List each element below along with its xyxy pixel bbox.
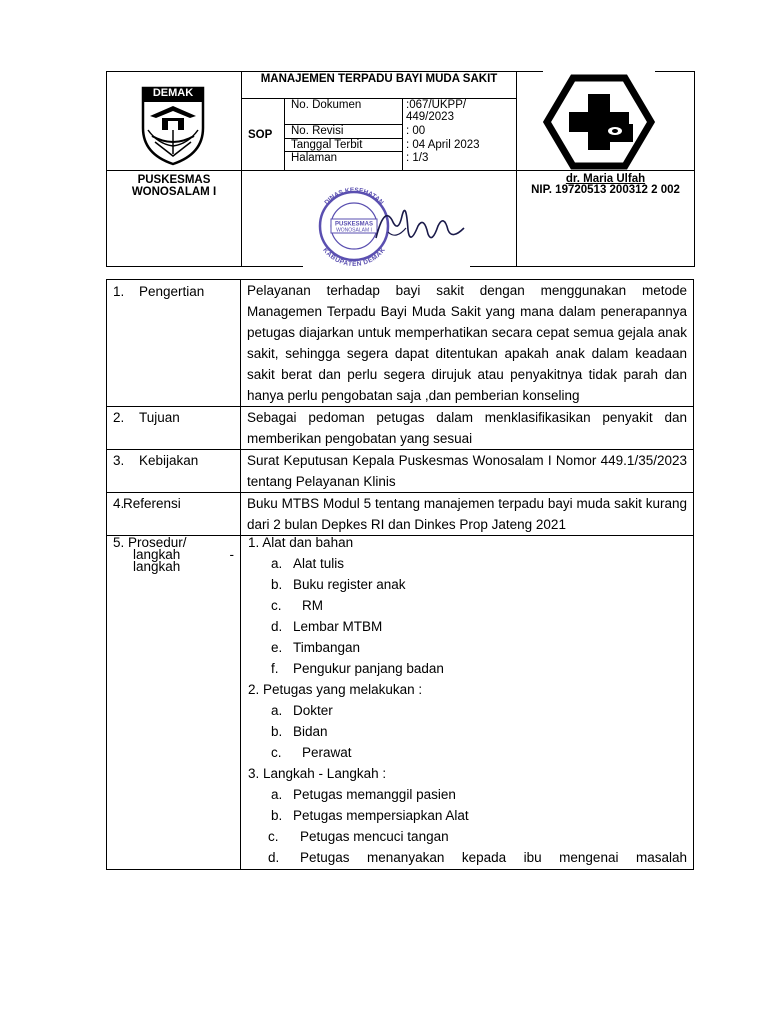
procedure-heading: 2. Petugas yang melakukan : bbox=[248, 682, 423, 697]
section-text: Surat Keputusan Kepala Puskesmas Wonosalam I Nomor 449.1/35/2023 tentang Pelayanan Klinis bbox=[247, 453, 687, 489]
section-number: 2. bbox=[113, 410, 125, 425]
table-row bbox=[107, 493, 694, 536]
table-row bbox=[107, 450, 694, 493]
list-item: b. Bidan bbox=[271, 724, 328, 739]
official-stamp bbox=[306, 186, 476, 266]
table-row bbox=[107, 407, 694, 450]
list-item: e. Timbangan bbox=[271, 640, 361, 655]
field-value-page: : 1/3 bbox=[406, 152, 429, 164]
section-text-cell bbox=[241, 280, 694, 407]
procedure-label-line2: langkah bbox=[133, 547, 181, 562]
field-label-revision: No. Revisi bbox=[291, 125, 344, 137]
section-text-cell bbox=[241, 407, 694, 450]
section-number: 4. bbox=[113, 496, 125, 511]
section-text: Pelayanan terhadap bayi sakit dengan menggunakan metode Managemen Terpadu Bayi Muda Sakit yang mana dalam penerapannya petugas diajarkan untuk memperhatikan secara cepat semua gejala anak sakit, sehingga segera dapat ditentukan apakah anak dalam keadaan sakit berat dan perlu segera dirujuk atau penyakitnya tidak parah dan hanya perlu pengobatan saja ,dan pemberian konseling bbox=[247, 283, 687, 403]
procedure-label-line1: 5. Prosedur/ bbox=[113, 535, 187, 550]
org-name-line1: PUSKESMAS bbox=[137, 174, 211, 186]
table-row bbox=[107, 280, 694, 407]
section-text-cell bbox=[241, 450, 694, 493]
demak-logo bbox=[138, 86, 208, 166]
logo-text: DEMAK bbox=[152, 87, 194, 99]
section-label: Referensi bbox=[123, 496, 181, 511]
list-item: a. Petugas memanggil pasien bbox=[271, 787, 456, 802]
section-text: Sebagai pedoman petugas dalam menklasifikasikan penyakit dan memberikan pengobatan yang sesuai bbox=[247, 410, 687, 446]
list-item: f. Pengukur panjang badan bbox=[271, 661, 444, 676]
svg-text:KABUPATEN DEMAK: KABUPATEN DEMAK bbox=[321, 246, 387, 266]
section-label: Kebijakan bbox=[139, 453, 199, 468]
procedure-label-line3: langkah bbox=[133, 559, 181, 574]
section-text-cell bbox=[241, 493, 694, 536]
list-item: c. Petugas mencuci tangan bbox=[268, 829, 449, 844]
svg-text:WONOSALAM I: WONOSALAM I bbox=[336, 227, 372, 234]
list-item: a. Dokter bbox=[271, 703, 333, 718]
sop-label: SOP bbox=[248, 129, 273, 141]
list-item: d. Lembar MTBM bbox=[271, 619, 383, 634]
section-number: 1. bbox=[113, 284, 125, 299]
svg-text:PUSKESMAS: PUSKESMAS bbox=[334, 221, 374, 228]
section-label-cell bbox=[107, 450, 241, 493]
procedure-label-cell bbox=[107, 536, 241, 870]
procedure-heading: 3. Langkah - Langkah : bbox=[248, 766, 387, 781]
svg-text:DINAS KESEHATAN: DINAS KESEHATAN bbox=[323, 186, 385, 207]
field-label-page: Halaman bbox=[291, 152, 338, 164]
list-item: b. Buku register anak bbox=[271, 577, 406, 592]
section-label-cell bbox=[107, 493, 241, 536]
field-label-issue-date: Tanggal Terbit bbox=[291, 139, 363, 151]
section-label-cell bbox=[107, 407, 241, 450]
document-title: MANAJEMEN TERPADU BAYI MUDA SAKIT bbox=[260, 73, 498, 85]
list-item: a. Alat tulis bbox=[271, 556, 345, 571]
section-label: Pengertian bbox=[139, 284, 205, 299]
procedure-label-dash: - bbox=[229, 547, 234, 562]
list-item: d. Petugas menanyakan kepada ibu mengenai masalah bbox=[268, 850, 687, 865]
field-value-document-no: :067/UKPP/ 449/2023 bbox=[406, 99, 467, 123]
section-label: Tujuan bbox=[139, 410, 180, 425]
section-number: 3. bbox=[113, 453, 125, 468]
field-value-issue-date: : 04 April 2023 bbox=[406, 139, 480, 151]
field-value-revision: : 00 bbox=[406, 125, 426, 137]
org-name-line2: WONOSALAM I bbox=[131, 186, 217, 198]
table-row bbox=[107, 536, 694, 870]
signatory-name: dr. Maria Ulfah bbox=[565, 173, 646, 185]
org-name bbox=[107, 174, 241, 198]
field-label-document-no: No. Dokumen bbox=[291, 99, 362, 111]
procedure-cell bbox=[241, 536, 694, 870]
list-item: b. Petugas mempersiapkan Alat bbox=[271, 808, 469, 823]
section-label-cell bbox=[107, 280, 241, 407]
list-item: c. Perawat bbox=[271, 745, 352, 760]
signatory-nip: NIP. 19720513 200312 2 002 bbox=[531, 184, 680, 196]
sop-content-table bbox=[106, 279, 694, 870]
section-text: Buku MTBS Modul 5 tentang manajemen terpadu bayi muda sakit kurang dari 2 bulan Depkes RI dan Dinkes Prop Jateng 2021 bbox=[247, 496, 687, 532]
puskesmas-logo bbox=[543, 72, 655, 172]
list-item: c. RM bbox=[271, 598, 323, 613]
procedure-heading: 1. Alat dan bahan bbox=[248, 535, 354, 550]
